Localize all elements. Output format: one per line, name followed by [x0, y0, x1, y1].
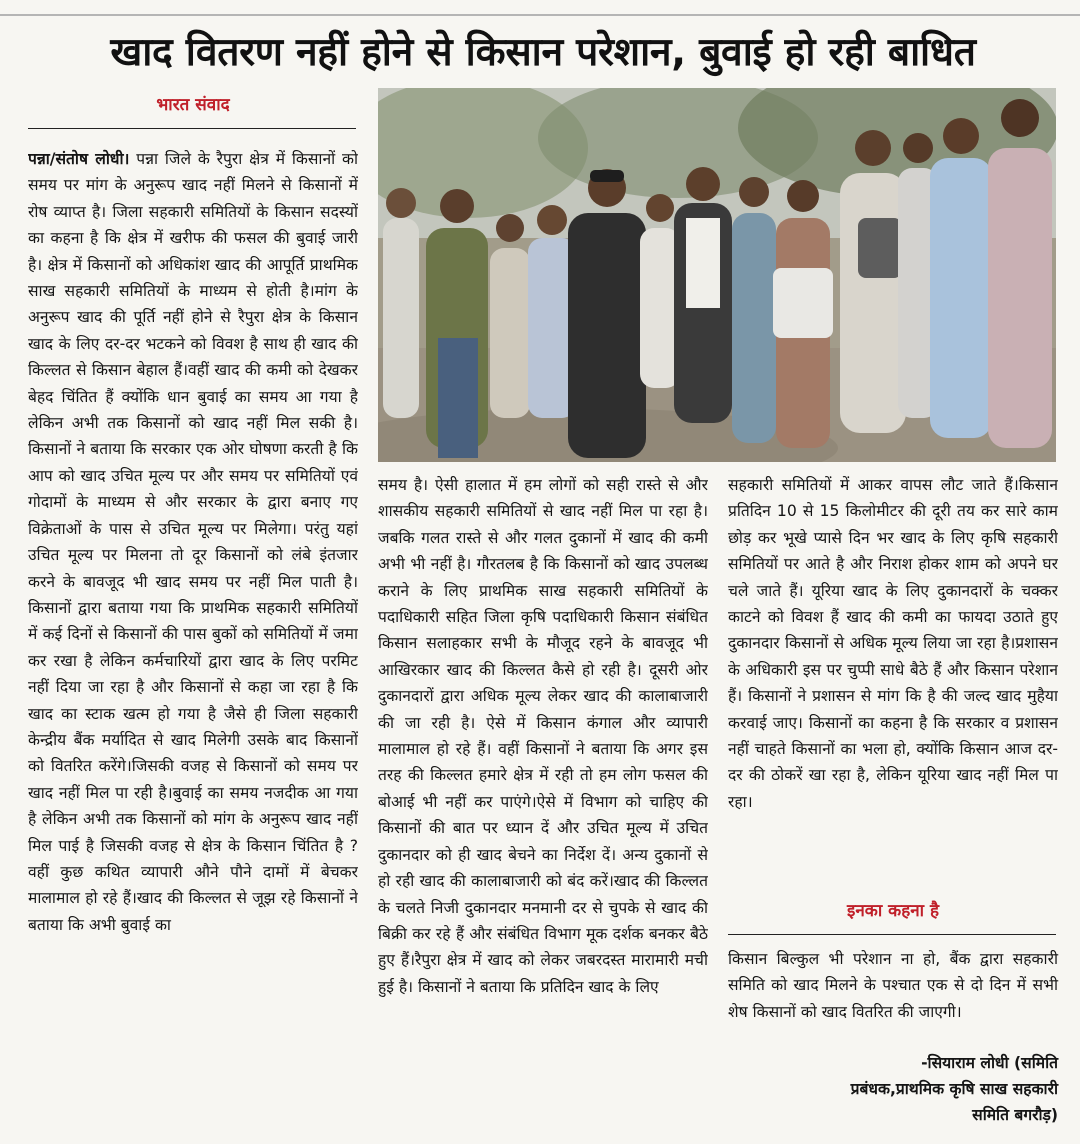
article-column-3: [728, 472, 1058, 902]
news-photo: [378, 88, 1056, 462]
attribution-line-1: -सियाराम लोधी (समिति: [921, 1054, 1058, 1072]
top-rule: [0, 14, 1080, 16]
dateline: पन्ना/संतोष लोधी।: [28, 150, 130, 168]
article-column-2: [378, 472, 708, 1134]
headline: खाद वितरण नहीं होने से किसान परेशान, बुवाई हो रही बाधित: [110, 30, 976, 75]
quote-attribution: [728, 1050, 1058, 1128]
official-quote: किसान बिल्कुल भी परेशान ना हो, बैंक द्वारा सहकारी समिति को खाद मिलने के पश्चात एक से दो दिन में सभी शेष किसानों को खाद वितरित की जाएगी।: [728, 950, 1058, 1021]
column-3-text: सहकारी समितियों में आकर वापस लौट जाते हैं।किसान प्रतिदिन 10 से 15 किलोमीटर की दूरी तय कर सारे काम छोड़ कर भूखे प्यासे दिन भर खाद के लिए कृषि सहकारी समितियों पर आते है और निराश होकर शाम को अपने घर चले जाते हैं। यूरिया खाद के लिए दुकानदारों के चक्कर काटने को विवश हैं खाद की कमी का फायदा उठाते हुए दुकानदार किसानों से अधिक मूल्य लिया जा रहा है।प्रशासन के अधिकारी इस पर चुप्पी साधे बैठे हैं और किसान परेशान हैं। किसानों ने प्रशासन से मांग कि है की जल्द खाद मुहैया करवाई जाए। किसानों का कहना है कि सरकार व प्रशासन नहीं चाहते किसानों का भला हो, क्योंकि किसान आज दर-दर की ठोकरें खा रहा है, लेकिन यूरिया खाद नहीं मिल पा रहा।: [728, 476, 1058, 811]
attribution-line-3: समिति बगरौड़): [972, 1106, 1058, 1124]
byline: भारत संवाद: [156, 95, 230, 115]
column-1-text: पन्ना जिले के रैपुरा क्षेत्र में किसानों को समय पर मांग के अनुरूप खाद नहीं मिलने से किसानों में रोष व्याप्त है। जिला सहकारी समितियों के किसान सदस्यों का कहना है कि क्षेत्र में खरीफ की फसल की बुवाई जारी है। क्षेत्र में किसानों को अधिकांश खाद की आपूर्ति प्राथमिक साख सहकारी समितियों के माध्यम से होती है।मांग के अनुरूप खाद की पूर्ति नहीं होने से रैपुरा क्षेत्र के किसान खाद के लिए दर-दर भटकने को विवश है साथ ही खाद की किल्लत से किसान बेहाल हैं।वहीं खाद की कमी को देखकर बेहद चिंतित हैं क्योंकि धान बुवाई का समय आ गया है लेकिन अभी तक किसानों को खाद नहीं मिल सकी है।किसानों ने बताया कि सरकार एक ओर घोषणा करती है कि आप को खाद उचित मूल्य पर और समय पर समितियों एवं गोदामों के माध्यम से और सरकार के द्वारा बनाए गए विक्रेताओं के पास से उचित मूल्य पर मिलेगा। परंतु यहां उचित मूल्य पर मिलना तो दूर किसानों को लंबे इंतजार करने के बावजूद भी खाद समय पर नहीं मिल पाती है। किसानों द्वारा बताया गया कि प्राथमिक सहकारी समितियों में कई दिनों से किसानों की पास बुकों को समितियों में जमा कर रखा है लेकिन कर्मचारियों द्वारा खाद के लिए परमिट नहीं दिया जा रहा है और किसानों से कहा जा रहा है कि खाद का स्टाक खत्म हो गया है जैसे ही जिला सहकारी केन्द्रीय बैंक मर्यादित से खाद मिलेगी उसके बाद किसानों को वितरित करेंगे।जिसकी वजह से किसानों को समय पर खाद नहीं मिल पा रही है।बुवाई का समय नजदीक आ गया है लेकिन अभी तक किसानों को मांग के अनुरूप खाद नहीं मिल पाई है जिसकी वजह से क्षेत्र के किसान चिंतित है ?वहीं कुछ कथित व्यापारी औने पौने दामों में बेचकर मालामाल हो रहे हैं।खाद की किल्लत से जूझ रहे किसानों ने बताया कि अभी बुवाई का: [28, 150, 358, 934]
quote-subhead: इनका कहना है: [846, 901, 940, 921]
column-2-text: समय है। ऐसी हालात में हम लोगों को सही रास्ते से और शासकीय सहकारी समितियों से खाद नहीं मिल पा रहा है। जबकि गलत रास्ते से और गलत दुकानों में खाद की कमी अभी भी नहीं है। गौरतलब है कि किसानों को खाद उपलब्ध कराने के लिए प्राथमिक साख सहकारी समितियों के पदाधिकारी सहित जिला कृषि पदाधिकारी किसान संबंधित किसान सलाहकार सभी के मौजूद रहने के बावजूद भी आखिरकार खाद की किल्लत कैसे हो रही है। दूसरी ओर दुकानदारों द्वारा अधिक मूल्य लेकर खाद की कालाबाजारी की जा रही है। ऐसे में किसान कंगाल और व्यापारी मालामाल हो रहे हैं। वहीं किसानों ने बताया कि अगर इस तरह की किल्लत हमारे क्षेत्र में रही तो हम लोग फसल की बोआई भी नहीं कर पाएंगे।ऐसे में विभाग को चाहिए की किसानों की बात पर ध्यान दें और उचित मूल्य में उचित दुकानदार को ही खाद बेचने का निर्देश दें। अन्य दुकानों से हो रही खाद की कालाबाजारी को बंद करें।खाद की किल्लत के चलते निजी दुकानदार मनमानी दर से चुपके से खाद की बिक्री कर रहे हैं और संबंधित विभाग मूक दर्शक बनकर बैठे हुए हैं।रैपुरा क्षेत्र में खाद को लेकर जबरदस्त मारामारी मची हुई है। किसानों ने बताया कि प्रतिदिन खाद के लिए: [378, 476, 708, 996]
attribution-line-2: प्रबंधक,प्राथमिक कृषि साख सहकारी: [850, 1080, 1058, 1098]
byline-rule: [28, 128, 356, 129]
article-column-1: [28, 146, 358, 1132]
subhead-rule: [728, 934, 1056, 935]
farmers-crowd-photo: [378, 88, 1056, 462]
